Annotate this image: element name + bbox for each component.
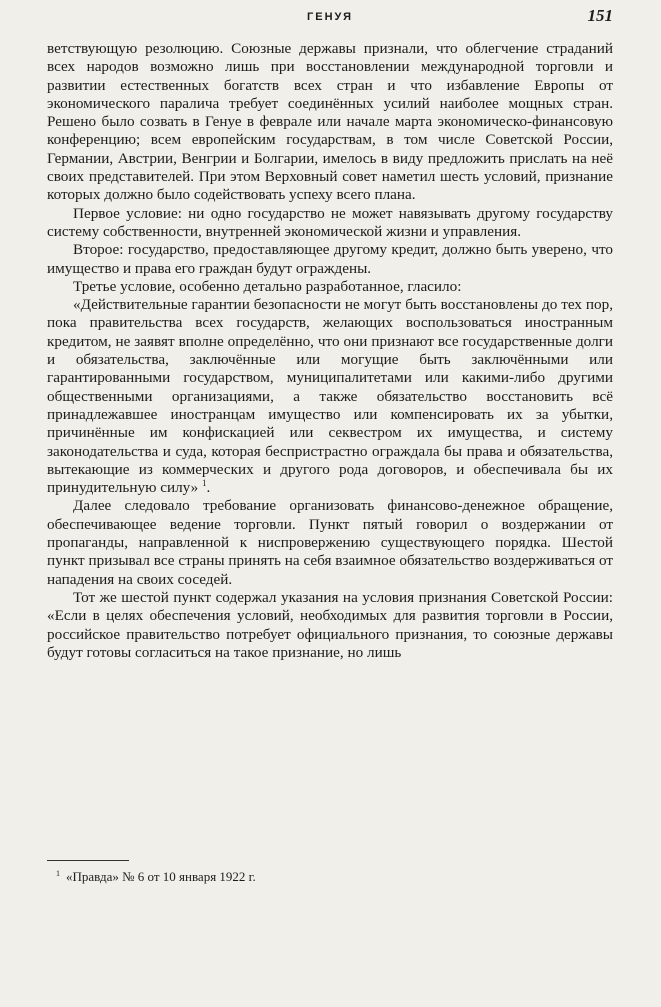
footnote-text: «Правда» № 6 от 10 января 1922 г. bbox=[66, 869, 256, 884]
page-number: 151 bbox=[587, 6, 613, 25]
running-head bbox=[47, 6, 613, 28]
paragraph-quotation: «Действительные гарантии безопасности не могут быть восстановлены до тех пор, пока правительства всех государств, желающих воспользоваться иностранным кредитом, не заявят вполне определённо, что они признают все государственные долги и обязательства, заключённые или могущие быть заключёнными или гарантированными государством, муниципалитетами или какими-либо другими общественными организациями, а также обязательство восстановить всё принадлежавшее иностранцам имущество или компенсировать их за убытки, причинённые им конфискацией или секвестром их имущества, и систему законодательства и суда, которая беспристрастно ограждала бы права и обязательства, вытекающие из коммерческих и другого рода договоров, и обеспечивала бы их принудительную силу» $^1$. bbox=[47, 296, 613, 497]
paragraph-third-condition-intro: Третье условие, особенно детально разработанное, гласило: bbox=[73, 277, 462, 295]
footnote bbox=[56, 869, 596, 885]
body-text bbox=[47, 40, 613, 662]
paragraph-first-condition: Первое условие: ни одно государство не может навязывать другому государству систему собственности, внутренней экономической жизни и управления. bbox=[47, 204, 613, 240]
running-title: ГЕНУЯ bbox=[307, 11, 353, 23]
paragraph-continuation: ветствующую резолюцию. Союзные державы признали, что облегчение страданий всех народов возможно лишь при восстановлении международной торговли и развитии естественных богатств всех стран и что избавление Европы от экономического паралича требует соединённых усилий наиболее мощных стран. Решено было созвать в Генуе в феврале или начале марта экономическо-финансовую конференцию; всем европейским государствам, в том числе Советской России, Германии, Австрии, Венгрии и Болгарии, имелось в виду предложить прислать на неё своих представителей. При этом Верховный совет наметил шесть условий, признание которых должно было содействовать успеху всего плана. bbox=[47, 40, 613, 204]
paragraph-further-conditions: Далее следовало требование организовать финансово-денежное обращение, обеспечивающее ведение торговли. Пункт пятый говорил о воздержании от пропаганды, направленной к ниспровержению существующего порядка. Шестой пункт призывал все страны принять на себя взаимное обязательство воздерживаться от нападения на своих соседей. bbox=[47, 497, 613, 588]
quotation-text: «Действительные гарантии безопасности не могут быть восстановлены до тех пор, пока правительства всех государств, желающих воспользоваться иностранным кредитом, не заявят вполне определённо, что они признают все государственные долги и обязательства, заключённые или могущие быть заключёнными или гарантированными государством, муниципалитетами или какими-либо другими общественными организациями, а также обязательство восстановить всё принадлежавшее иностранцам имущество или компенсировать их за убытки, причинённые им конфискацией или секвестром их имущества, и систему законодательства и суда, которая беспристрастно ограждала бы права и обязательства, вытекающие из коммерческих и другого рода договоров, и обеспечивала бы их принудительную силу» bbox=[47, 296, 613, 497]
footnote-reference: 1 bbox=[202, 478, 207, 489]
paragraph-sixth-point: Тот же шестой пункт содержал указания на условия признания Советской России: «Если в целях обеспечения условий, необходимых для развития торговли в России, российское правительство потребует официального признания, то союзные державы будут готовы согласиться на такое признание, но лишь bbox=[47, 588, 613, 661]
paragraph-second-condition: Второе: государство, предоставляющее другому кредит, должно быть уверено, что имущество и права его граждан будут ограждены. bbox=[47, 241, 613, 277]
footnote-divider bbox=[47, 860, 129, 861]
footnote-marker: 1 bbox=[56, 868, 60, 878]
